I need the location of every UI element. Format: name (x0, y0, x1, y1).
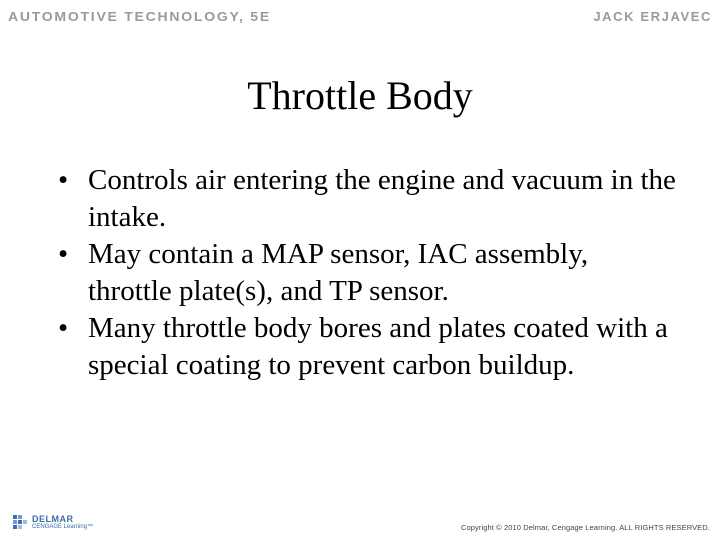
header-author: JACK ERJAVEC (593, 9, 712, 24)
bullet-text: Many throttle body bores and plates coated with a special coating to prevent carbon buildup. (88, 312, 668, 381)
bullet-item (58, 162, 678, 236)
delmar-logo-icon (12, 514, 28, 532)
bullet-icon: • (58, 164, 69, 196)
bullet-item (58, 236, 678, 310)
bullet-icon: • (58, 238, 69, 270)
copyright-notice: Copyright © 2010 Delmar, Cengage Learning. ALL RIGHTS RESERVED. (460, 523, 710, 532)
bullet-icon: • (58, 312, 69, 344)
logo-sub-text: CENGAGE Learning™ (32, 524, 94, 530)
slide-title: Throttle Body (247, 73, 473, 118)
bullet-text: Controls air entering the engine and vacuum in the intake. (88, 164, 676, 233)
bullet-item (58, 310, 678, 384)
bullet-list (58, 162, 678, 384)
bullet-text: May contain a MAP sensor, IAC assembly, throttle plate(s), and TP sensor. (88, 238, 589, 307)
publisher-logo (12, 514, 93, 532)
header-book-title: AUTOMOTIVE TECHNOLOGY, 5E (8, 9, 271, 24)
logo-brand-text: DELMAR (32, 514, 74, 524)
